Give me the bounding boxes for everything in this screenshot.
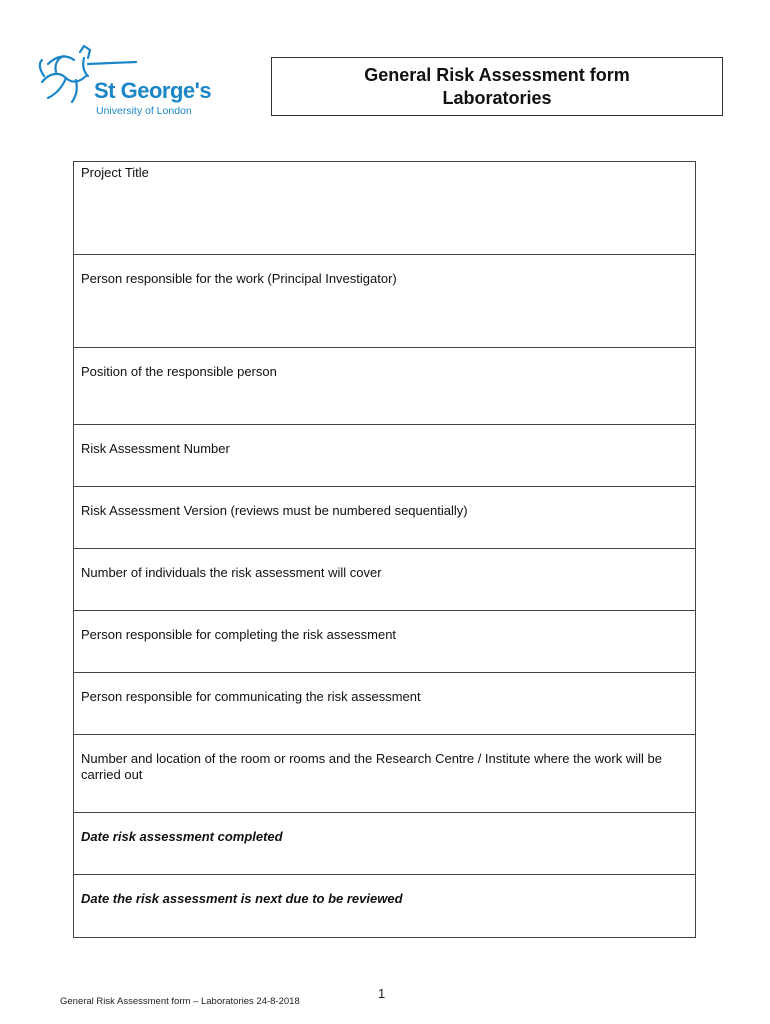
form-row-completing-person[interactable]: [74, 611, 695, 673]
form-title: General Risk Assessment form: [364, 64, 630, 85]
form-row-room-location[interactable]: [74, 735, 695, 813]
form-subtitle: Laboratories: [442, 87, 552, 108]
form-row-assessment-version[interactable]: [74, 487, 695, 549]
logo-name: St George's: [94, 78, 212, 103]
form-row-position[interactable]: [74, 348, 695, 425]
assessment-form-table: [73, 161, 696, 938]
form-row-label: Risk Assessment Version (reviews must be numbered sequentially): [81, 503, 468, 518]
footer-document-label: General Risk Assessment form – Laboratories 24-8-2018: [60, 996, 300, 1007]
form-row-label: Date risk assessment completed: [81, 829, 283, 844]
form-row-label: Position of the responsible person: [81, 364, 277, 379]
form-row-label: Number and location of the room or rooms and the Research Centre / Institute where the work will be carried out: [81, 751, 662, 782]
university-logo: [36, 42, 212, 120]
form-row-label: Person responsible for the work (Principal Investigator): [81, 271, 397, 286]
form-row-review-date[interactable]: [74, 875, 695, 937]
form-row-date-completed[interactable]: [74, 813, 695, 875]
logo-subtitle: University of London: [96, 105, 192, 117]
form-row-label: Person responsible for communicating the risk assessment: [81, 689, 421, 704]
form-row-communicating-person[interactable]: [74, 673, 695, 735]
form-row-label: Person responsible for completing the risk assessment: [81, 627, 397, 642]
form-row-principal-investigator[interactable]: [74, 255, 695, 348]
form-row-project-title[interactable]: [74, 162, 695, 255]
form-row-assessment-number[interactable]: [74, 425, 695, 487]
form-title-box: [271, 57, 723, 116]
form-row-label: Number of individuals the risk assessment will cover: [81, 565, 382, 580]
form-row-number-of-individuals[interactable]: [74, 549, 695, 611]
form-row-label: Risk Assessment Number: [81, 441, 230, 456]
form-row-label: Date the risk assessment is next due to be reviewed: [81, 891, 403, 906]
form-row-label: Project Title: [81, 165, 149, 180]
page-number: 1: [378, 986, 386, 1001]
